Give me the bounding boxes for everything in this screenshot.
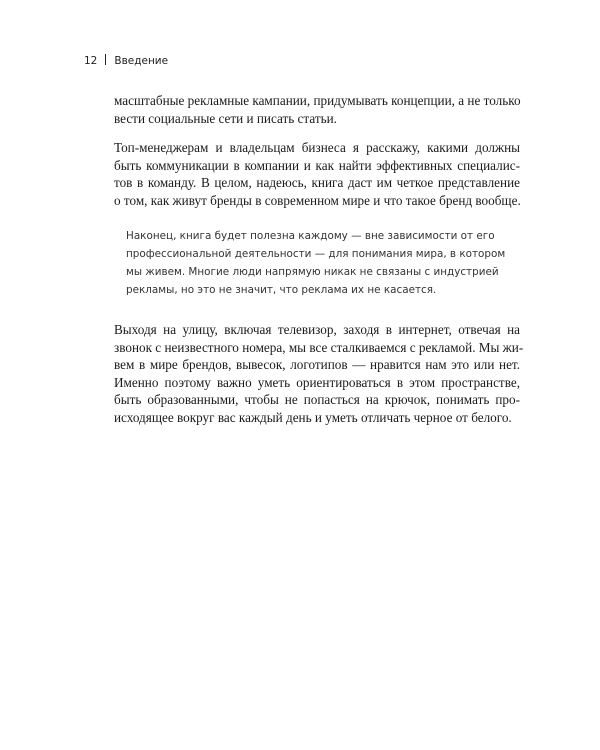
quote-line: рекламы, но это не значит, что реклама их не касается. [126, 284, 437, 296]
text-line: масштабные рекламные кампании, придумывать концепции, а не только [114, 93, 521, 108]
paragraph-2 [114, 139, 520, 209]
chapter-title: Введение [114, 55, 169, 67]
text-line: Топ-менеджерам и владельцам бизнеса я расскажу, какими должны [114, 140, 520, 155]
text-line: звонок с неизвестного номера, мы все сталкиваемся с рекламой. Мы жи- [114, 339, 524, 355]
text-line: Выходя на улицу, включая телевизор, заходя в интернет, отвечая на [114, 322, 520, 337]
text-line: тов в команду. В целом, надеюсь, книга даст им четкое представление [114, 175, 520, 190]
text-line: вем в мире брендов, вывесок, логотипов — нравится нам это или нет. [114, 357, 520, 372]
body-text [114, 92, 524, 426]
page-number: 12 [84, 55, 98, 67]
running-header [84, 54, 168, 68]
header-separator [105, 54, 106, 65]
paragraph-1 [114, 92, 520, 127]
highlight-quote [126, 227, 516, 299]
text-line: вести социальные сети и писать статьи. [114, 110, 337, 126]
text-line: о том, как живут бренды в современном мире и что такое бренд вообще. [114, 192, 521, 208]
paragraph-3 [114, 321, 524, 426]
text-line: быть образованными, чтобы не попасться на крючок, понимать про- [114, 392, 520, 407]
quote-line: Наконец, книга будет полезна каждому — вне зависимости от его [126, 230, 495, 242]
quote-line: профессиональной деятельности — для понимания мира, в котором [126, 248, 506, 260]
quote-line: мы живем. Многие люди напрямую никак не связаны с индустрией [126, 266, 499, 278]
text-line: исходящее вокруг вас каждый день и уметь отличать черное от белого. [114, 409, 512, 425]
text-line: быть коммуникации в компании и как найти эффективных специалис- [114, 157, 520, 173]
text-line: Именно поэтому важно уметь ориентироваться в этом пространстве, [114, 374, 520, 390]
